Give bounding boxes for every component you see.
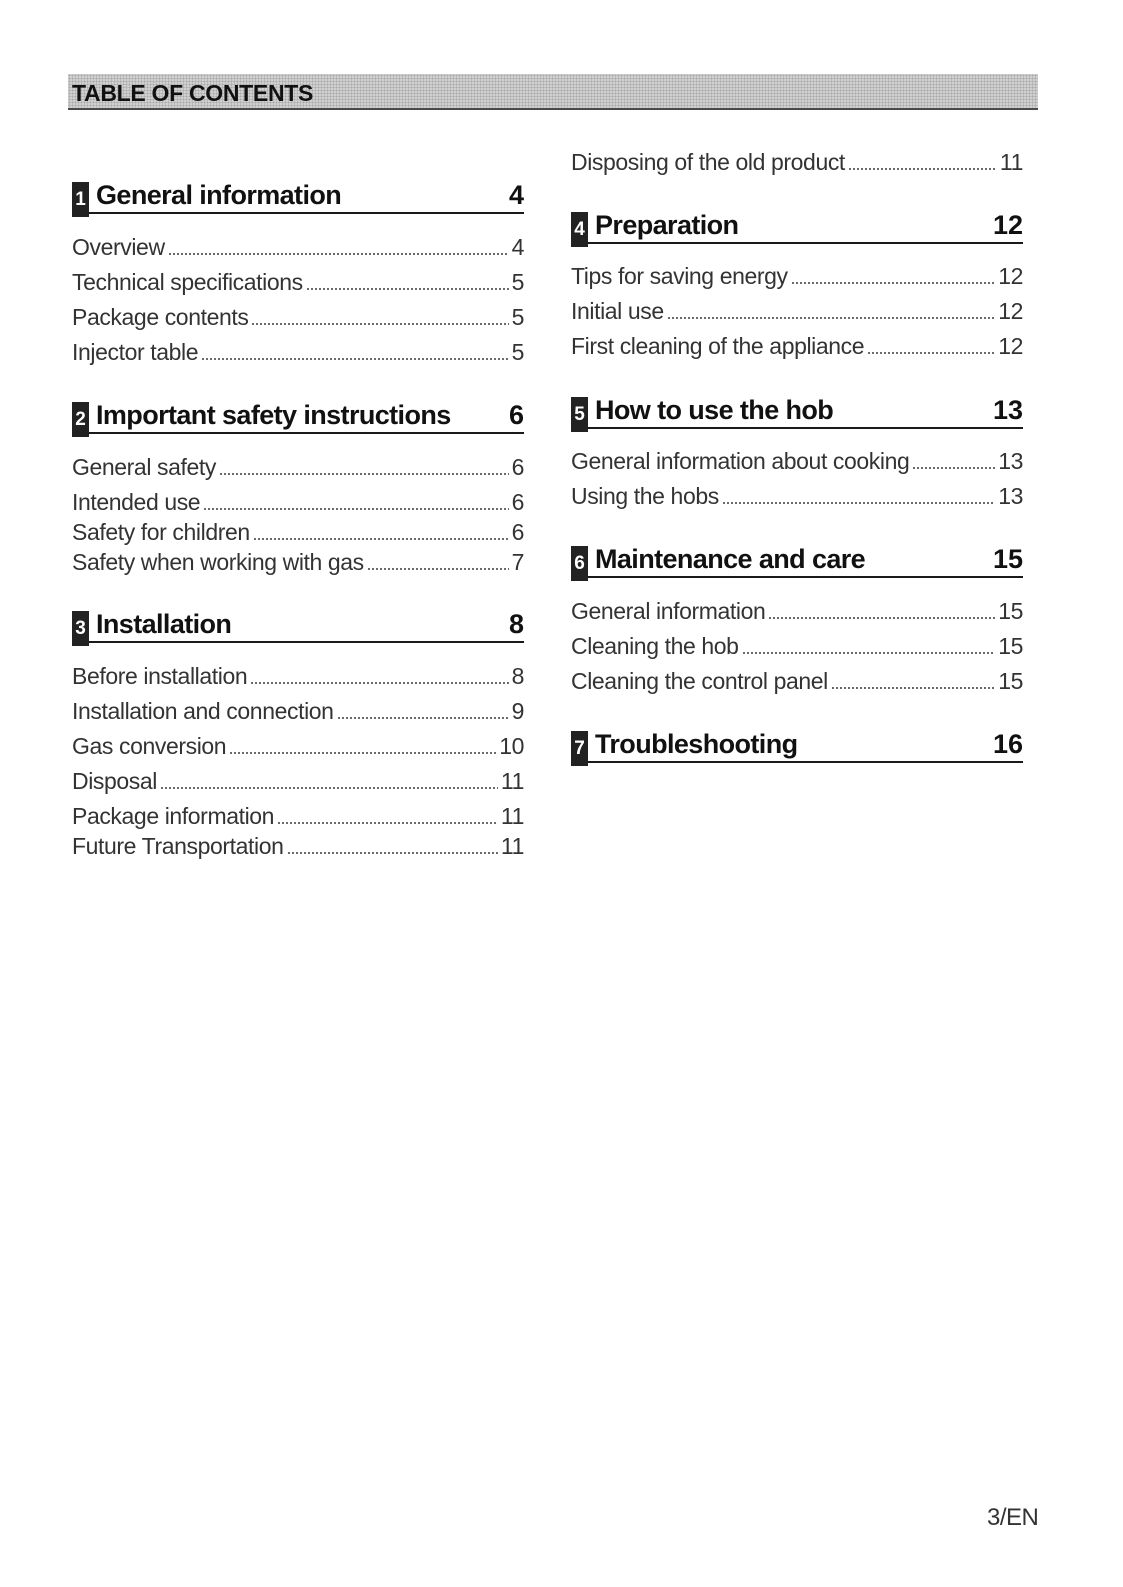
entry-label: Using the hobs	[571, 483, 719, 509]
entry-page: 11	[999, 149, 1023, 175]
toc-entry-package-contents[interactable]	[72, 301, 524, 331]
toc-entry-disposal[interactable]	[72, 765, 524, 795]
entry-page: 12	[998, 298, 1023, 324]
entry-label: General information	[571, 598, 766, 624]
section-number-badge: 7	[571, 731, 588, 766]
section-number-badge: 1	[72, 182, 89, 217]
toc-entry-first-cleaning[interactable]	[571, 330, 1023, 360]
section-number-badge: 5	[571, 397, 588, 432]
dot-leader	[831, 687, 995, 689]
entry-page: 11	[500, 833, 524, 859]
entry-page: 13	[998, 483, 1023, 509]
entry-label: Disposal	[72, 768, 158, 794]
entry-label: Safety when working with gas	[72, 549, 364, 575]
section-title: Important safety instructions	[96, 400, 451, 430]
section-number-badge: 6	[571, 546, 588, 581]
entry-label: Tips for saving energy	[571, 263, 788, 289]
toc-entry-initial-use[interactable]	[571, 295, 1023, 325]
section-page-number: 4	[508, 180, 524, 210]
section-title: Maintenance and care	[595, 544, 866, 574]
entry-label: Before installation	[72, 663, 248, 689]
entry-label: General safety	[72, 454, 216, 480]
dot-leader	[277, 822, 498, 824]
dot-leader	[203, 508, 508, 510]
toc-entry-installation-and-connection[interactable]	[72, 695, 524, 725]
section-title: How to use the hob	[595, 395, 834, 425]
entry-label: General information about cooking	[571, 448, 910, 474]
section-number-badge: 4	[571, 212, 588, 247]
section-number-badge: 3	[72, 611, 89, 646]
entry-page: 4	[511, 234, 524, 260]
entry-page: 11	[500, 768, 524, 794]
section-heading-general-information[interactable]	[72, 180, 524, 214]
dot-leader	[250, 682, 508, 684]
toc-entry-future-transportation[interactable]	[72, 830, 524, 860]
toc-entry-general-info-cooking[interactable]	[571, 445, 1023, 475]
entry-label: Cleaning the hob	[571, 633, 739, 659]
entry-label: Intended use	[72, 489, 201, 515]
entry-page: 6	[511, 489, 524, 515]
entry-label: Overview	[72, 234, 165, 260]
dot-leader	[251, 323, 508, 325]
entry-page: 15	[998, 633, 1023, 659]
toc-entry-general-information[interactable]	[571, 595, 1023, 625]
section-heading-preparation[interactable]	[571, 210, 1023, 244]
toc-entry-injector-table[interactable]	[72, 336, 524, 366]
section-heading-how-to-use-hob[interactable]	[571, 395, 1023, 429]
toc-entry-safety-working-with-gas[interactable]	[72, 546, 524, 576]
dot-leader	[367, 568, 509, 570]
entry-page: 6	[511, 519, 524, 545]
section-page-number: 12	[992, 210, 1023, 240]
dot-leader	[201, 358, 509, 360]
toc-entry-overview[interactable]	[72, 231, 524, 261]
section-page-number: 13	[992, 395, 1023, 425]
entry-page: 12	[998, 333, 1023, 359]
dot-leader	[742, 652, 996, 654]
footer-page-number: 3/EN	[987, 1504, 1039, 1531]
entry-label: Future Transportation	[72, 833, 284, 859]
section-title: Installation	[96, 609, 232, 639]
entry-page: 5	[511, 269, 524, 295]
entry-label: Cleaning the control panel	[571, 668, 828, 694]
entry-label: First cleaning of the appliance	[571, 333, 865, 359]
dot-leader	[229, 752, 496, 754]
dot-leader	[219, 473, 509, 475]
toc-entry-intended-use[interactable]	[72, 486, 524, 516]
entry-page: 12	[998, 263, 1023, 289]
entry-page: 11	[500, 803, 524, 829]
entry-page: 15	[998, 668, 1023, 694]
toc-title: TABLE OF CONTENTS	[72, 80, 314, 106]
dot-leader	[848, 168, 997, 170]
dot-leader	[287, 852, 498, 854]
toc-entry-gas-conversion[interactable]	[72, 730, 524, 760]
toc-entry-using-the-hobs[interactable]	[571, 480, 1023, 510]
dot-leader	[168, 253, 509, 255]
section-title: Preparation	[595, 210, 739, 240]
dot-leader	[667, 317, 995, 319]
entry-page: 7	[511, 549, 524, 575]
entry-label: Package contents	[72, 304, 249, 330]
toc-entry-technical-specifications[interactable]	[72, 266, 524, 296]
toc-header-bar	[68, 74, 1038, 110]
entry-label: Technical specifications	[72, 269, 303, 295]
section-title: Troubleshooting	[595, 729, 798, 759]
dot-leader	[791, 282, 996, 284]
entry-page: 10	[499, 733, 524, 759]
section-heading-important-safety-instructions[interactable]	[72, 400, 524, 434]
section-page-number: 15	[992, 544, 1023, 574]
toc-entry-cleaning-control-panel[interactable]	[571, 665, 1023, 695]
entry-page: 8	[511, 663, 524, 689]
section-page-number: 6	[508, 400, 524, 430]
entry-page: 9	[511, 698, 524, 724]
toc-entry-package-information[interactable]	[72, 800, 524, 830]
entry-page: 5	[511, 304, 524, 330]
section-page-number: 8	[508, 609, 524, 639]
entry-label: Gas conversion	[72, 733, 227, 759]
toc-entry-disposing-old-product[interactable]	[571, 146, 1023, 176]
dot-leader	[912, 467, 995, 469]
toc-entry-tips-saving-energy[interactable]	[571, 260, 1023, 290]
entry-label: Initial use	[571, 298, 664, 324]
section-heading-maintenance-and-care[interactable]	[571, 544, 1023, 578]
section-number-badge: 2	[72, 402, 89, 437]
dot-leader	[768, 617, 995, 619]
dot-leader	[160, 787, 498, 789]
section-page-number: 16	[992, 729, 1023, 759]
entry-label: Package information	[72, 803, 275, 829]
entry-label: Safety for children	[72, 519, 250, 545]
section-title: General information	[96, 180, 342, 210]
entry-page: 5	[511, 339, 524, 365]
entry-label: Injector table	[72, 339, 199, 365]
entry-label: Disposing of the old product	[571, 149, 845, 175]
section-heading-installation[interactable]	[72, 609, 524, 643]
section-heading-troubleshooting[interactable]	[571, 729, 1023, 763]
toc-entry-safety-for-children[interactable]	[72, 516, 524, 546]
toc-entry-before-installation[interactable]	[72, 660, 524, 690]
entry-page: 13	[998, 448, 1023, 474]
entry-label: Installation and connection	[72, 698, 334, 724]
dot-leader	[867, 352, 995, 354]
dot-leader	[722, 502, 995, 504]
entry-page: 15	[998, 598, 1023, 624]
dot-leader	[337, 717, 509, 719]
entry-page: 6	[511, 454, 524, 480]
dot-leader	[253, 538, 509, 540]
toc-entry-cleaning-the-hob[interactable]	[571, 630, 1023, 660]
toc-entry-general-safety[interactable]	[72, 451, 524, 481]
dot-leader	[306, 288, 509, 290]
